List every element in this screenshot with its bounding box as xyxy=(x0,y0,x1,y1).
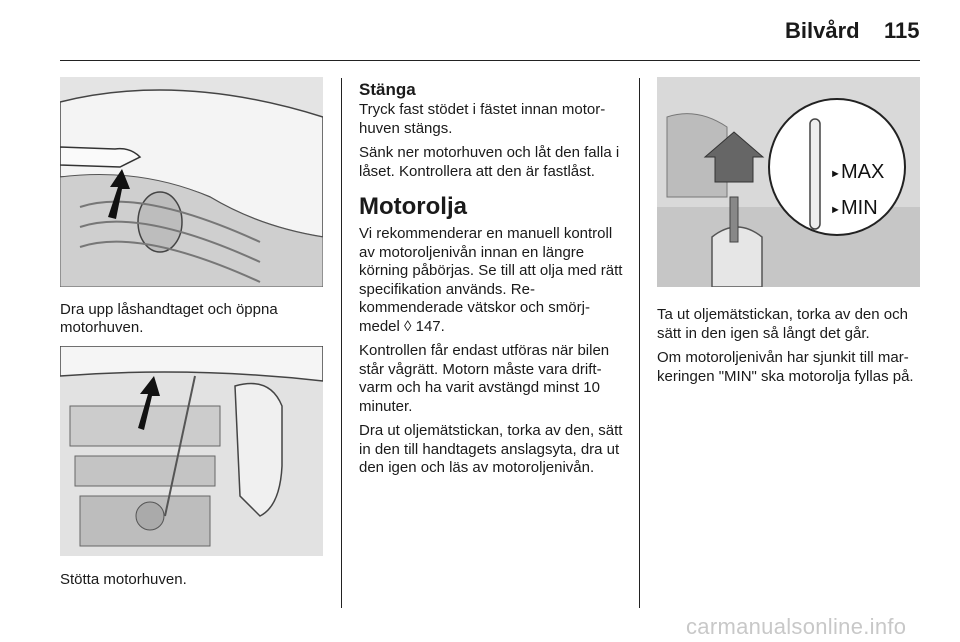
column-rule-right xyxy=(639,78,640,608)
paragraph: Dra ut oljemätstickan, torka av den, sätt in den till handtagets anslagsyta, dra ut den igen och läs av motoroljenivån. xyxy=(359,422,623,476)
svg-text:►: ► xyxy=(830,204,841,216)
figure-bonnet-stay xyxy=(60,346,323,556)
middle-column xyxy=(359,80,623,484)
figure-oil-dipstick xyxy=(657,77,920,287)
figure1-caption: Dra upp låshandtaget och öppna motorhuven. xyxy=(60,301,278,336)
watermark: carmanualsonline.info xyxy=(686,614,907,639)
dipstick-min-label: MIN xyxy=(841,197,878,219)
right-column-text xyxy=(657,306,922,392)
page-header-title: Bilvård xyxy=(785,18,860,43)
column-rule-left xyxy=(341,78,342,608)
heading-stanga: Stänga xyxy=(359,80,416,99)
heading-motorolja: Motorolja xyxy=(359,193,467,220)
paragraph: Ta ut oljemätstickan, torka av den och sätt in den igen så långt det går. xyxy=(657,306,908,342)
paragraph: Kontrollen får endast utföras när bilen står vågrätt. Motorn måste vara driftvarm och ha varit avstängd minst 10 minuter. xyxy=(359,342,610,415)
dipstick-max-label: MAX xyxy=(841,161,885,183)
paragraph: Vi rekommenderar en manuell kontroll av motoroljenivån innan en längre körning påbörjas. Se till att olja med rätt specifikation används. Rekommenderade vätskor och smörjmedel ◊ 147. xyxy=(359,225,623,335)
paragraph: Om motoroljenivån har sjunkit till markeringen "MIN" ska motorolja fyllas på. xyxy=(657,349,914,385)
figure-bonnet-release xyxy=(60,77,323,287)
paragraph: Sänk ner motorhuven och låt den falla i låset. Kontrollera att den är fastlåst. xyxy=(359,144,620,180)
header-rule xyxy=(60,60,920,61)
svg-text:►: ► xyxy=(830,168,841,180)
figure2-caption: Stötta motorhuven. xyxy=(60,571,187,588)
paragraph: Tryck fast stödet i fästet innan motorhuven stängs. xyxy=(359,101,606,137)
page-number: 115 xyxy=(884,18,920,43)
